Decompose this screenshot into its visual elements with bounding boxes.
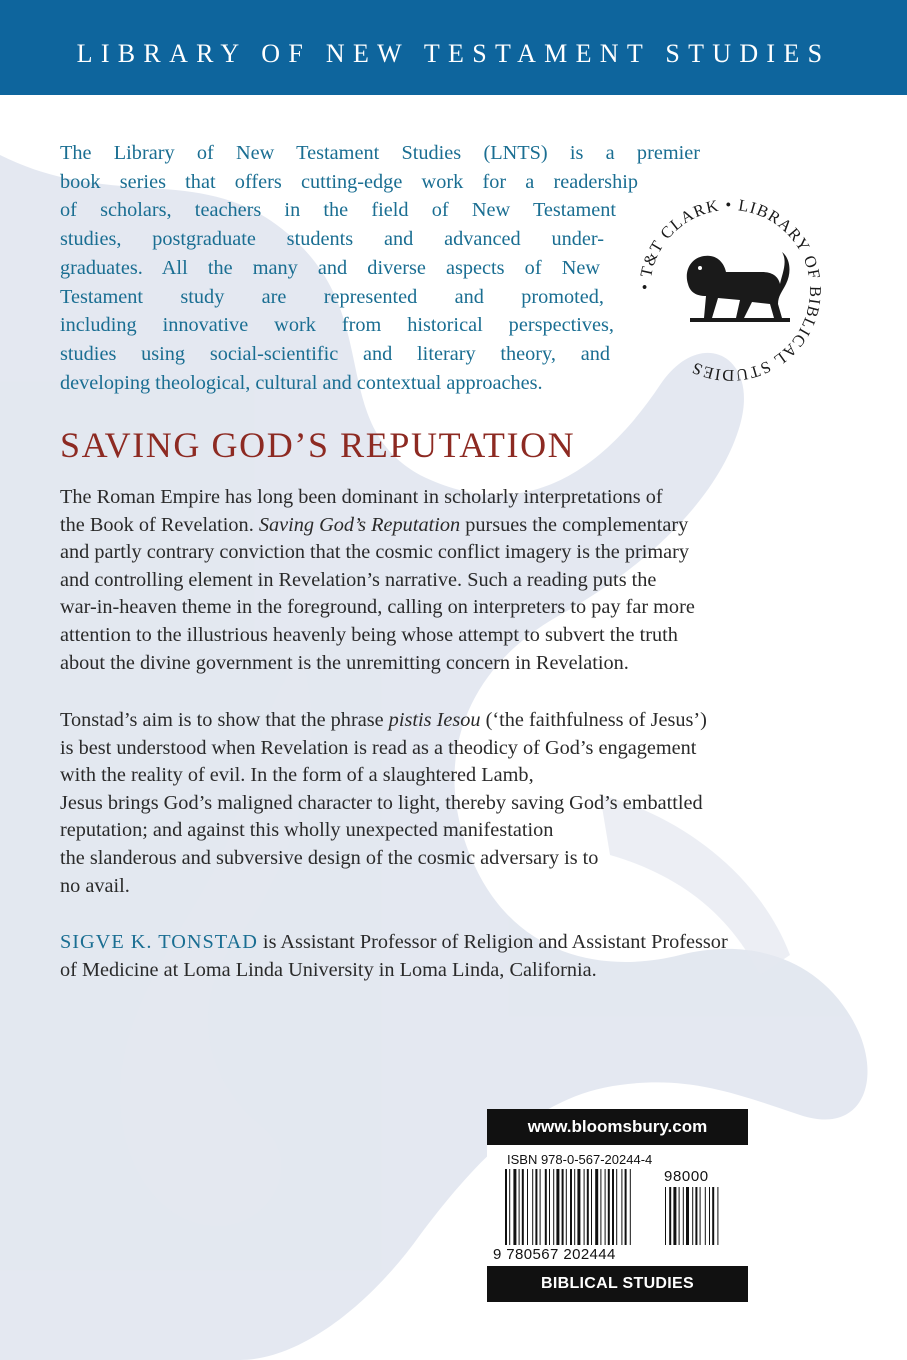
blurb-line: about the divine government is the unremitting concern in Revelation. bbox=[60, 651, 629, 674]
blurb-line: Jesus brings God’s maligned character to light, thereby saving God’s embattled bbox=[60, 791, 703, 814]
blurb-line: the Book of Revelation. Saving God’s Reputation pursues the complementary bbox=[60, 513, 689, 536]
intro-line: book series that offers cutting-edge work for a readership bbox=[60, 170, 638, 193]
barcode-addon: 98000 bbox=[664, 1168, 709, 1185]
phrase-italic: pistis Iesou bbox=[388, 709, 481, 731]
blurb-line: and partly contrary conviction that the cosmic conflict imagery is the primary bbox=[60, 541, 690, 564]
book-title: SAVING GOD’S REPUTATION bbox=[60, 425, 576, 465]
lion-icon bbox=[687, 252, 790, 322]
author-name: SIGVE K. TONSTAD bbox=[60, 931, 258, 953]
blurb-line: reputation; and against this wholly unexpected manifestation bbox=[60, 819, 554, 842]
intro-line: studies using social-scientific and literary theory, and bbox=[60, 342, 610, 365]
series-description bbox=[60, 139, 700, 397]
intro-line: The Library of New Testament Studies (LNTS) is a premier bbox=[60, 142, 700, 164]
barcode-panel bbox=[487, 1109, 748, 1302]
blurb-line: Tonstad’s aim is to show that the phrase pistis Iesou (‘the faithfulness of Jesus’) bbox=[60, 709, 707, 731]
blurb-line: attention to the illustrious heavenly being whose attempt to subvert the truth bbox=[60, 623, 678, 646]
series-title: LIBRARY OF NEW TESTAMENT STUDIES bbox=[76, 39, 831, 68]
blurb-paragraph-2 bbox=[60, 707, 707, 900]
intro-line: studies, postgraduate students and advanced under- bbox=[60, 228, 604, 251]
author-bio-line: of Medicine at Loma Linda University in Loma Linda, California. bbox=[60, 958, 597, 981]
publisher-url: www.bloomsbury.com bbox=[487, 1109, 748, 1145]
blurb-line: The Roman Empire has long been dominant in scholarly interpretations of bbox=[60, 486, 663, 508]
barcode-digits: 9 780567 202444 bbox=[493, 1246, 616, 1263]
intro-line: including innovative work from historical perspectives, bbox=[60, 314, 614, 337]
intro-line: Testament study are represented and promoted, bbox=[60, 285, 604, 308]
blurb-line: with the reality of evil. In the form of a slaughtered Lamb, bbox=[60, 764, 534, 787]
author-bio-line: SIGVE K. TONSTAD is Assistant Professor of Religion and Assistant Professor bbox=[60, 931, 728, 953]
blurb-line: no avail. bbox=[60, 874, 130, 897]
category-label: BIBLICAL STUDIES bbox=[487, 1266, 748, 1302]
intro-line: graduates. All the many and diverse aspects of New bbox=[60, 256, 600, 279]
blurb-line: is best understood when Revelation is read as a theodicy of God’s engagement bbox=[60, 736, 697, 759]
intro-line: of scholars, teachers in the field of New Testament bbox=[60, 199, 616, 222]
isbn-text: ISBN 978-0-567-20244-4 bbox=[507, 1152, 653, 1167]
blurb-line: war-in-heaven theme in the foreground, calling on interpreters to pay far more bbox=[60, 596, 695, 619]
blurb-line: and controlling element in Revelation’s narrative. Such a reading puts the bbox=[60, 568, 657, 591]
author-bio bbox=[60, 929, 728, 984]
header-band bbox=[0, 0, 907, 95]
book-title-italic: Saving God’s Reputation bbox=[258, 513, 461, 536]
blurb-paragraph-1 bbox=[60, 484, 695, 677]
blurb-line: the slanderous and subversive design of the cosmic adversary is to bbox=[60, 846, 599, 869]
intro-line: developing theological, cultural and contextual approaches. bbox=[60, 371, 543, 394]
publisher-logo bbox=[632, 192, 828, 388]
logo-ring-text: • T&T CLARK • LIBRARY OF BIBLICAL STUDIES bbox=[634, 194, 826, 386]
